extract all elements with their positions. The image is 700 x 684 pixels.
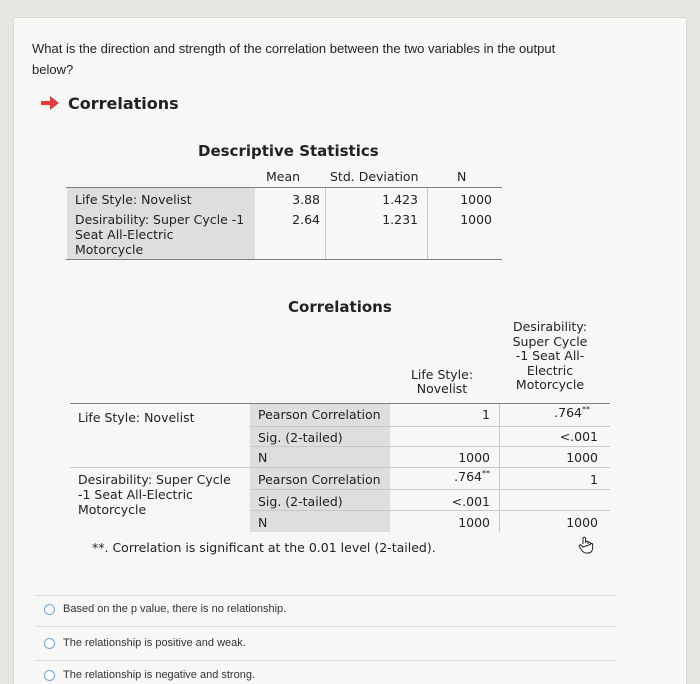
cell-value: 1 bbox=[482, 407, 490, 422]
correlations-col1-header: Life Style: Novelist bbox=[410, 367, 474, 396]
descriptive-bottom-rule bbox=[66, 259, 502, 260]
descriptive-sd-value: 1.423 bbox=[382, 192, 418, 207]
header-mean: Mean bbox=[266, 169, 301, 184]
cell-value bbox=[418, 469, 490, 484]
option-label: The relationship is positive and weak. bbox=[63, 637, 246, 649]
hand-cursor-icon bbox=[578, 536, 594, 554]
descriptive-row-label: Life Style: Novelist bbox=[75, 192, 192, 207]
stat-label: Sig. (2-tailed) bbox=[258, 494, 343, 509]
red-arrow-icon bbox=[40, 95, 60, 111]
correlation-value: .764 bbox=[554, 405, 582, 421]
cell-value: 1 bbox=[590, 472, 598, 487]
descriptive-mean-value: 2.64 bbox=[292, 212, 320, 227]
header-n: N bbox=[457, 169, 467, 184]
row-divider bbox=[250, 489, 610, 490]
correlations-stat-column bbox=[250, 404, 390, 532]
descriptive-title: Descriptive Statistics bbox=[198, 142, 379, 160]
descriptive-n-value: 1000 bbox=[460, 192, 492, 207]
stat-label: Pearson Correlation bbox=[258, 407, 381, 422]
option-divider bbox=[36, 595, 616, 596]
correlations-divider bbox=[499, 404, 500, 532]
output-title: Correlations bbox=[68, 93, 179, 113]
answer-option[interactable] bbox=[44, 669, 255, 681]
cell-value: 1000 bbox=[458, 515, 490, 530]
stat-label: Sig. (2-tailed) bbox=[258, 430, 343, 445]
spss-output-header bbox=[40, 92, 179, 114]
option-label: Based on the p value, there is no relationship. bbox=[63, 603, 287, 615]
row-divider bbox=[250, 426, 610, 427]
radio-button[interactable] bbox=[44, 638, 55, 649]
correlation-value: .764 bbox=[454, 469, 482, 485]
row-label: Life Style: Novelist bbox=[78, 410, 195, 425]
radio-button[interactable] bbox=[44, 604, 55, 615]
significance-marker: ** bbox=[482, 469, 490, 478]
stat-label: N bbox=[258, 450, 268, 465]
correlations-col2-header: Desirability: Super Cycle -1 Seat All- Electric Motorcycle bbox=[512, 319, 588, 392]
row-divider bbox=[70, 467, 610, 468]
question-text: What is the direction and strength of the correlation between the two variables in the output below? bbox=[32, 41, 556, 77]
cell-value: 1000 bbox=[566, 450, 598, 465]
stat-label: Pearson Correlation bbox=[258, 472, 381, 487]
significance-footnote: **. Correlation is significant at the 0.01 level (2-tailed). bbox=[92, 540, 436, 555]
descriptive-divider bbox=[427, 188, 428, 259]
stat-label: N bbox=[258, 515, 268, 530]
cell-value: 1000 bbox=[566, 515, 598, 530]
row-divider bbox=[250, 510, 610, 511]
descriptive-row-label: Desirability: Super Cycle -1 Seat All-Electric Motorcycle bbox=[75, 212, 245, 257]
descriptive-divider bbox=[325, 188, 326, 259]
cell-value: 1000 bbox=[458, 450, 490, 465]
cell-value bbox=[520, 405, 590, 420]
header-std-deviation: Std. Deviation bbox=[330, 169, 419, 184]
descriptive-sd-value: 1.231 bbox=[382, 212, 418, 227]
significance-marker: ** bbox=[582, 405, 590, 414]
descriptive-n-value: 1000 bbox=[460, 212, 492, 227]
cell-value: <.001 bbox=[451, 494, 490, 509]
option-divider bbox=[36, 626, 616, 627]
cell-value: <.001 bbox=[559, 429, 598, 444]
descriptive-mean-value: 3.88 bbox=[292, 192, 320, 207]
option-label: The relationship is negative and strong. bbox=[63, 669, 256, 681]
row-label: Desirability: Super Cycle -1 Seat All-Electric Motorcycle bbox=[78, 472, 231, 517]
answer-option[interactable] bbox=[44, 637, 246, 649]
radio-button[interactable] bbox=[44, 670, 55, 681]
row-divider bbox=[250, 446, 610, 447]
correlations-title: Correlations bbox=[288, 298, 392, 316]
option-divider bbox=[36, 660, 616, 661]
answer-option[interactable] bbox=[44, 603, 286, 615]
